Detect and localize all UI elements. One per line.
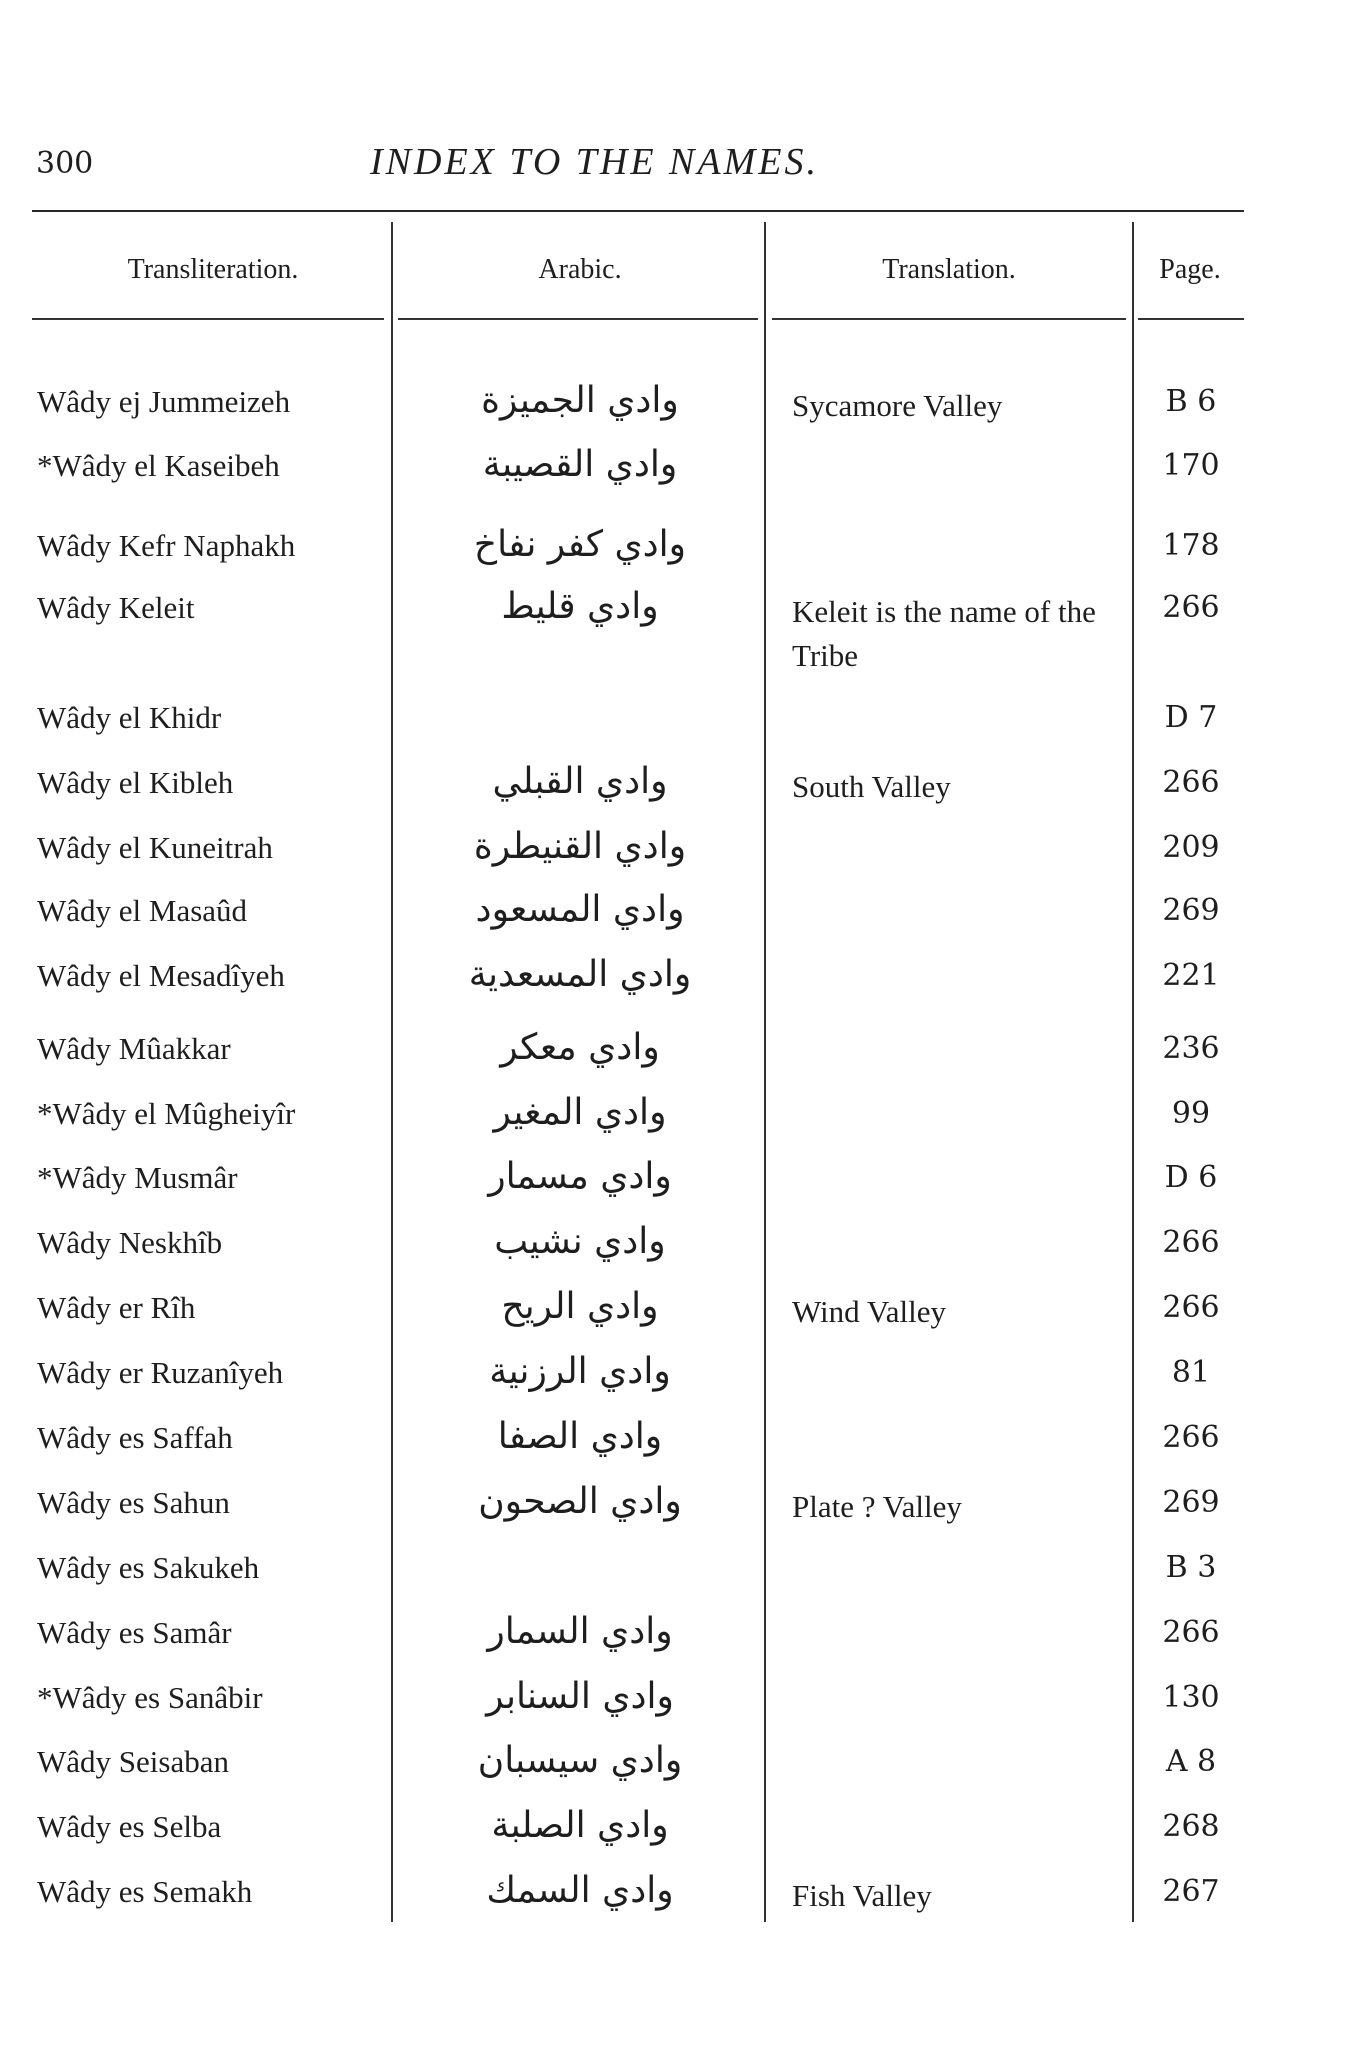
page-cell: B 6 — [1165, 384, 1217, 419]
page-cell: 266 — [1162, 1420, 1220, 1455]
arabic-cell: وادي الصلبة — [491, 1805, 669, 1846]
page-cell: 266 — [1162, 1615, 1220, 1650]
transliteration-cell: Wâdy es Selba — [37, 1809, 222, 1844]
table-row — [0, 1676, 1348, 1740]
page-number: 300 — [36, 146, 94, 181]
page-cell: 236 — [1162, 1031, 1220, 1066]
page-cell: 266 — [1162, 765, 1220, 800]
transliteration-cell: Wâdy Keleit — [37, 590, 195, 625]
arabic-cell: وادي الريح — [501, 1286, 659, 1327]
page-cell: D 6 — [1164, 1160, 1218, 1195]
table-row — [0, 444, 1348, 508]
transliteration-cell: *Wâdy el Mûgheiyîr — [37, 1096, 296, 1131]
page-cell: 269 — [1162, 893, 1220, 928]
table-row — [0, 954, 1348, 1018]
table-row — [0, 1221, 1348, 1285]
arabic-cell: وادي مسمار — [488, 1156, 672, 1197]
page-cell: 269 — [1162, 1485, 1220, 1520]
transliteration-cell: Wâdy el Masaûd — [37, 893, 248, 928]
page-cell: 266 — [1162, 1290, 1220, 1325]
top-rule — [32, 210, 1244, 212]
transliteration-cell: *Wâdy Musmâr — [37, 1160, 238, 1195]
transliteration-cell: Wâdy ej Jummeizeh — [37, 384, 291, 419]
table-row — [0, 524, 1348, 588]
transliteration-cell: Wâdy es Sakukeh — [37, 1550, 260, 1585]
transliteration-cell: Wâdy el Mesadîyeh — [37, 958, 285, 993]
table-row — [0, 1740, 1348, 1804]
page-cell: 178 — [1162, 528, 1220, 563]
header-arabic: Arabic. — [538, 254, 622, 285]
arabic-cell: وادي القصيبة — [482, 444, 678, 485]
transliteration-cell: *Wâdy es Sanâbir — [37, 1680, 263, 1715]
table-row — [0, 700, 1348, 760]
arabic-cell: وادي نشيب — [494, 1221, 666, 1262]
table-row — [0, 380, 1348, 444]
table-row — [0, 1156, 1348, 1220]
table-row — [0, 1550, 1348, 1610]
arabic-cell: وادي السنابر — [486, 1676, 674, 1717]
translation-cell: Fish Valley — [792, 1878, 932, 1913]
arabic-cell: وادي معكر — [500, 1027, 660, 1068]
page-cell: 268 — [1162, 1809, 1220, 1844]
header-rule-page — [1138, 318, 1244, 320]
transliteration-cell: Wâdy Mûakkar — [37, 1031, 231, 1066]
page-cell: A 8 — [1165, 1744, 1217, 1779]
table-row — [0, 1092, 1348, 1156]
transliteration-cell: Wâdy es Semakh — [37, 1874, 253, 1909]
running-head: INDEX TO THE NAMES. — [370, 141, 819, 183]
arabic-cell: وادي المسعدية — [468, 954, 692, 995]
arabic-cell: وادي القبلي — [492, 761, 668, 802]
transliteration-cell: Wâdy es Sahun — [37, 1485, 230, 1520]
page-cell: D 7 — [1164, 700, 1218, 735]
arabic-cell: وادي كفر نفاخ — [473, 524, 687, 565]
transliteration-cell: Wâdy Seisaban — [37, 1744, 229, 1779]
page-cell: 267 — [1162, 1874, 1220, 1909]
translation-cell: Keleit is the name of the Tribe — [792, 594, 1096, 673]
page-cell: 221 — [1162, 958, 1220, 993]
table-row — [0, 1481, 1348, 1545]
table-row — [0, 1805, 1348, 1869]
table-row — [0, 586, 1348, 673]
translation-cell: Wind Valley — [792, 1294, 947, 1329]
table-row — [0, 1870, 1348, 1934]
arabic-cell: وادي سيسبان — [477, 1740, 683, 1781]
header-page: Page. — [1159, 254, 1221, 285]
header-rule-arabic — [398, 318, 758, 320]
transliteration-cell: Wâdy el Kibleh — [37, 765, 234, 800]
transliteration-cell: Wâdy es Saffah — [37, 1420, 233, 1455]
arabic-cell: وادي الصفا — [497, 1416, 663, 1457]
transliteration-cell: Wâdy er Rîh — [37, 1290, 196, 1325]
table-row — [0, 1027, 1348, 1091]
page-cell: 170 — [1162, 448, 1220, 483]
transliteration-cell: Wâdy el Khidr — [37, 700, 222, 735]
table-row — [0, 826, 1348, 890]
transliteration-cell: Wâdy Kefr Naphakh — [37, 528, 296, 563]
page-cell: 130 — [1162, 1680, 1220, 1715]
transliteration-cell: Wâdy el Kuneitrah — [37, 830, 273, 865]
page-cell: 266 — [1162, 590, 1220, 625]
table-row — [0, 1611, 1348, 1675]
translation-cell: Sycamore Valley — [792, 388, 1003, 423]
page-cell: 209 — [1162, 830, 1220, 865]
page-cell: 266 — [1162, 1225, 1220, 1260]
page-cell: B 3 — [1165, 1550, 1217, 1585]
transliteration-cell: Wâdy es Samâr — [37, 1615, 232, 1650]
table-row — [0, 889, 1348, 953]
translation-cell: Plate ? Valley — [792, 1489, 962, 1524]
arabic-cell: وادي السمار — [487, 1611, 673, 1652]
transliteration-cell: *Wâdy el Kaseibeh — [37, 448, 280, 483]
table-row — [0, 1351, 1348, 1415]
table-row — [0, 1286, 1348, 1350]
table-row — [0, 1416, 1348, 1480]
transliteration-cell: Wâdy Neskhîb — [37, 1225, 223, 1260]
arabic-cell: وادي المسعود — [475, 889, 685, 930]
arabic-cell: وادي القنيطرة — [473, 826, 687, 867]
arabic-cell: وادي قليط — [501, 586, 659, 627]
arabic-cell: وادي الرزنية — [489, 1351, 671, 1392]
arabic-cell: وادي الجميزة — [481, 380, 679, 421]
translation-cell: South Valley — [792, 769, 951, 804]
page-cell: 81 — [1171, 1355, 1211, 1390]
table-row — [0, 761, 1348, 825]
header-rule-transliteration — [32, 318, 384, 320]
page-cell: 99 — [1171, 1096, 1211, 1131]
arabic-cell: وادي الصحون — [478, 1481, 682, 1522]
header-transliteration: Transliteration. — [127, 254, 299, 285]
arabic-cell: وادي السمك — [486, 1870, 674, 1911]
transliteration-cell: Wâdy er Ruzanîyeh — [37, 1355, 284, 1390]
header-rule-translation — [772, 318, 1126, 320]
header-translation: Translation. — [882, 254, 1016, 285]
arabic-cell: وادي المغير — [493, 1092, 667, 1133]
